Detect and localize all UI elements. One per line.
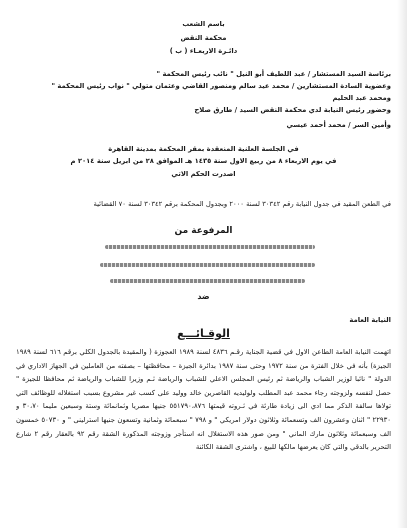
panel-members: وعضوية السادة المستشارين / محمد عيد سالم ومنصور القاضي وعثمان متولي " نواب رئيس المحكمة " — [51, 82, 391, 90]
appeal-text: في الطعن المقيد في جدول النيابة رقم ٣٠٣٤٢ لسنة ٢٠٠٠ وبجدول المحكمة برقم ٣٠٣٤٢ لسنة ٧٠ القضائية — [93, 200, 391, 208]
panel-secretary: وأمين السر / محمد أحمد عيسي — [286, 121, 391, 129]
session-date: في يوم الاربعاء ٨ من ربيع الاول سنة ١٤٣٥ هـ الموافق ٢٨ من ابريل سنة ٢٠١٤ م — [70, 157, 337, 165]
respondent: النيابة العامة — [349, 316, 391, 324]
header-people: باسم الشعب — [182, 20, 225, 28]
session-verdict-intro: اصدرت الحكم الاتي — [171, 170, 236, 178]
panel-presiding: برئاسة السيد المستشار / عبد اللطيف أبو النيل " نائب رئيس المحكمة " — [156, 70, 391, 78]
scan-edge-shadow — [397, 0, 407, 528]
facts-heading: الوقـائـــع — [177, 327, 230, 340]
panel-prosecution: وحضور رئيس النيابة لدي محكمة النقض السيد / طارق صلاح — [194, 106, 391, 114]
redacted-appellants-1 — [105, 245, 315, 249]
against-label: ضد — [197, 292, 210, 301]
facts-paragraph: اتهمت النيابة العامة الطاعن الاول في قضية الجناية رقـم ٤٨٣٦ لسنة ١٩٨٩ العجوزة ( والمقيدة بالجدول الكلي برقم ٦١٦ لسنة ١٩٨٩ الجيزة) بأنه في خلال الفترة من سنة ١٩٧٢ وحتى سنة ١٩٨٧ بدائرة الجيزة – محافظتها – بصفته من العاملين في الجهاز الاداري في الدولة " نائبا لوزير الشباب والرياضة ثم رئيس المجلس الاعلي للشباب والرياضة ثـم وزيرا للشباب والرياضة ثم محافظا للجيزة " حصل لنفسه ولزوجته رجاء محمد عبد المطلب ولوليديه القاصرين خالد ووليد على كسب غير مشروع بسبب استغلاله للوظائف التي تولاها سالفة الذكر مما ادي الى زيادة طارئة في ثـروته قيمتها ٥٥١٧٩٠،٨٧٦ جنيها مصريا وثمانمائة وستة وسبعين مليما ٣٠،٧٠ و ٢٢٩٣٠ " اثنان وعشرون الف وتسعمائة وثلاثون دولار امريكي " و ٧٩٨ " سبعمائة وثمانية وتسعون جنيها استرلينى " و ٥٠٧٣٠ خمسون الف وسبعمائة وثلاثون مارك الماني " ومن صور هذه الاستغلال انه استأجر وزوجته المذكورة الشقة رقم ٩٢ بالعقار رقم ٢ شارع التحرير بالدقي والتي كان يعرضها مالكها للبيع ، واشترى الشقة الكائنة — [16, 348, 391, 452]
panel-members-cont: ومحمد عبد الحليم — [332, 94, 391, 102]
redacted-appellants-3 — [110, 279, 305, 283]
redacted-appellants-2 — [100, 263, 315, 267]
filed-by: المرفوعة من — [174, 226, 233, 236]
session-place: في الجلسة العلنية المنعقدة بمقر المحكمة بمدينة القاهرة — [108, 145, 299, 153]
header-circuit: دائـرة الاربعـاء ( ب ) — [169, 47, 238, 55]
header-court: محكمة النقض — [180, 34, 227, 42]
